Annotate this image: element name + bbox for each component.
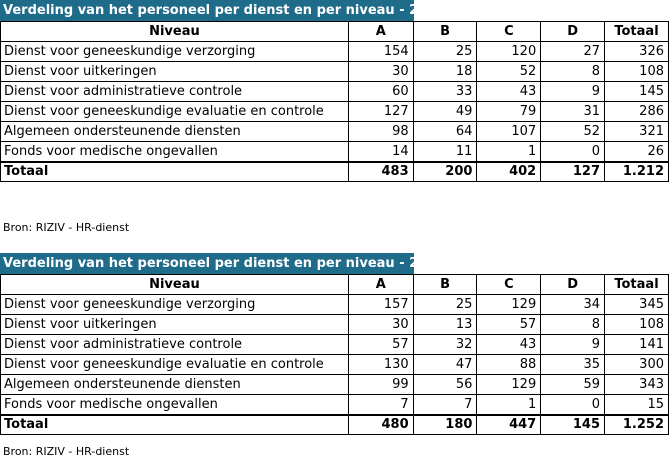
table-title: Verdeling van het personeel per dienst en per niveau - 2013 (0, 253, 414, 274)
column-header: Niveau (1, 275, 349, 295)
total-a: 480 (348, 415, 413, 435)
cell-b: 13 (413, 315, 477, 335)
cell-a: 154 (348, 42, 413, 62)
table-row (1, 82, 669, 102)
cell-c: 88 (477, 355, 541, 375)
total-label: Totaal (1, 415, 349, 435)
column-header: Totaal (605, 22, 669, 42)
cell-d: 9 (541, 82, 605, 102)
cell-a: 130 (348, 355, 413, 375)
row-label: Dienst voor uitkeringen (1, 62, 349, 82)
column-header: D (541, 275, 605, 295)
cell-b: 25 (413, 42, 477, 62)
cell-total: 286 (605, 102, 669, 122)
cell-total: 300 (605, 355, 669, 375)
row-label: Dienst voor administratieve controle (1, 82, 349, 102)
cell-b: 7 (413, 395, 477, 415)
cell-c: 57 (477, 315, 541, 335)
row-label: Fonds voor medische ongevallen (1, 395, 349, 415)
cell-a: 14 (348, 142, 413, 162)
row-label: Algemeen ondersteunende diensten (1, 122, 349, 142)
cell-c: 1 (477, 142, 541, 162)
cell-a: 127 (348, 102, 413, 122)
cell-total: 326 (605, 42, 669, 62)
cell-b: 25 (413, 295, 477, 315)
column-header: C (477, 22, 541, 42)
total-row (1, 415, 669, 435)
total-a: 483 (348, 162, 413, 182)
table-row (1, 62, 669, 82)
cell-c: 43 (477, 82, 541, 102)
cell-b: 64 (413, 122, 477, 142)
cell-total: 145 (605, 82, 669, 102)
row-label: Algemeen ondersteunende diensten (1, 375, 349, 395)
table-row (1, 295, 669, 315)
cell-b: 32 (413, 335, 477, 355)
cell-c: 52 (477, 62, 541, 82)
cell-d: 9 (541, 335, 605, 355)
cell-d: 27 (541, 42, 605, 62)
column-header: Totaal (605, 275, 669, 295)
row-label: Fonds voor medische ongevallen (1, 142, 349, 162)
table-title: Verdeling van het personeel per dienst en per niveau - 2014 (0, 0, 414, 21)
cell-a: 157 (348, 295, 413, 315)
cell-total: 26 (605, 142, 669, 162)
cell-total: 343 (605, 375, 669, 395)
source-note: Bron: RIZIV - HR-dienst (3, 221, 130, 234)
cell-b: 49 (413, 102, 477, 122)
table-row (1, 375, 669, 395)
column-header: B (413, 275, 477, 295)
cell-b: 47 (413, 355, 477, 375)
cell-total: 15 (605, 395, 669, 415)
cell-d: 8 (541, 62, 605, 82)
cell-a: 98 (348, 122, 413, 142)
column-header: A (348, 22, 413, 42)
cell-a: 60 (348, 82, 413, 102)
cell-total: 141 (605, 335, 669, 355)
cell-c: 43 (477, 335, 541, 355)
cell-b: 33 (413, 82, 477, 102)
total-c: 402 (477, 162, 541, 182)
cell-c: 120 (477, 42, 541, 62)
row-label: Dienst voor geneeskundige verzorging (1, 295, 349, 315)
total-total: 1.212 (605, 162, 669, 182)
cell-d: 52 (541, 122, 605, 142)
cell-d: 34 (541, 295, 605, 315)
total-b: 180 (413, 415, 477, 435)
cell-a: 99 (348, 375, 413, 395)
table-row (1, 122, 669, 142)
source-note: Bron: RIZIV - HR-dienst (3, 445, 130, 458)
data-table (0, 274, 669, 435)
column-header: C (477, 275, 541, 295)
row-label: Dienst voor geneeskundige evaluatie en controle (1, 355, 349, 375)
cell-c: 107 (477, 122, 541, 142)
cell-b: 18 (413, 62, 477, 82)
table-row (1, 335, 669, 355)
cell-d: 8 (541, 315, 605, 335)
table-row (1, 395, 669, 415)
cell-c: 129 (477, 295, 541, 315)
data-table (0, 21, 669, 182)
cell-a: 30 (348, 62, 413, 82)
total-d: 127 (541, 162, 605, 182)
table-row (1, 142, 669, 162)
table-row (1, 355, 669, 375)
cell-d: 0 (541, 395, 605, 415)
total-row (1, 162, 669, 182)
cell-c: 1 (477, 395, 541, 415)
row-label: Dienst voor administratieve controle (1, 335, 349, 355)
total-total: 1.252 (605, 415, 669, 435)
cell-total: 321 (605, 122, 669, 142)
cell-a: 7 (348, 395, 413, 415)
column-header: B (413, 22, 477, 42)
column-header: A (348, 275, 413, 295)
total-label: Totaal (1, 162, 349, 182)
cell-total: 108 (605, 315, 669, 335)
cell-a: 30 (348, 315, 413, 335)
table-row (1, 102, 669, 122)
cell-d: 59 (541, 375, 605, 395)
total-b: 200 (413, 162, 477, 182)
table-row (1, 42, 669, 62)
cell-c: 79 (477, 102, 541, 122)
total-d: 145 (541, 415, 605, 435)
column-header: Niveau (1, 22, 349, 42)
cell-a: 57 (348, 335, 413, 355)
cell-d: 31 (541, 102, 605, 122)
total-c: 447 (477, 415, 541, 435)
cell-total: 108 (605, 62, 669, 82)
header-row (1, 22, 669, 42)
cell-b: 56 (413, 375, 477, 395)
cell-d: 35 (541, 355, 605, 375)
cell-c: 129 (477, 375, 541, 395)
cell-b: 11 (413, 142, 477, 162)
cell-d: 0 (541, 142, 605, 162)
cell-total: 345 (605, 295, 669, 315)
table-row (1, 315, 669, 335)
column-header: D (541, 22, 605, 42)
row-label: Dienst voor geneeskundige verzorging (1, 42, 349, 62)
row-label: Dienst voor uitkeringen (1, 315, 349, 335)
header-row (1, 275, 669, 295)
row-label: Dienst voor geneeskundige evaluatie en controle (1, 102, 349, 122)
